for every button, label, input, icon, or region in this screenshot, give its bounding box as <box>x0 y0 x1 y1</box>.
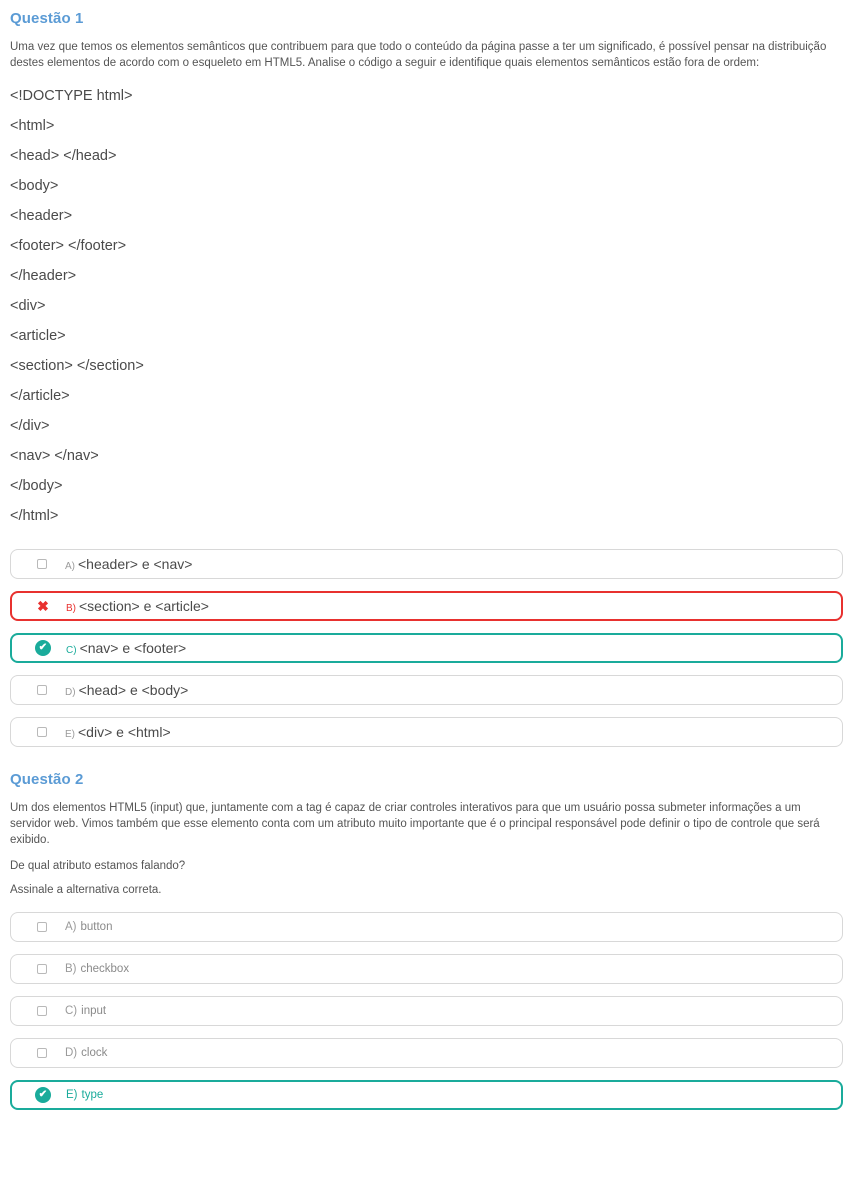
q2-alternative-d-letter: D) <box>65 1047 78 1059</box>
code-line: </div> <box>10 418 50 434</box>
q2-alternative-e-body <box>66 1089 103 1101</box>
alternative-option-a[interactable] <box>10 549 843 579</box>
checkbox-icon <box>37 922 47 932</box>
code-line: <head> </head> <box>10 148 117 164</box>
q2-alternative-option-d[interactable] <box>10 1038 843 1068</box>
alternative-d-body <box>65 682 188 698</box>
alternative-e-body <box>65 724 171 740</box>
q2-alternative-a-body <box>65 921 112 933</box>
code-line: </html> <box>10 508 59 524</box>
question-1-alternatives <box>10 549 843 747</box>
check-icon: ✔ <box>35 640 51 656</box>
question-2-statement: Um dos elementos HTML5 (input) que, juntamente com a tag é capaz de criar controles interativos para que um usuário possa submeter informações a um servidor web. Vimos também que esse elemento conta com um atributo muito importante que é o principal responsável pode definir o tipo de controle que será exibido. <box>10 802 820 846</box>
checkbox-a[interactable] <box>19 922 65 932</box>
checkbox-icon <box>37 685 47 695</box>
alternative-c-text: <nav> e <footer> <box>79 640 187 656</box>
checkbox-b[interactable] <box>19 964 65 974</box>
correct-marker-c <box>20 640 66 656</box>
alternative-c-letter: C) <box>66 645 77 656</box>
alternative-b-letter: B) <box>66 603 76 614</box>
correct-marker-e <box>20 1087 66 1103</box>
question-2-subquestion: De qual atributo estamos falando? <box>10 860 186 872</box>
code-line: <footer> </footer> <box>10 238 127 254</box>
q2-alternative-e-text: type <box>81 1089 104 1101</box>
question-1-code-block <box>10 81 843 531</box>
q2-alternative-option-e[interactable] <box>10 1080 843 1110</box>
q2-alternative-d-text: clock <box>81 1047 108 1059</box>
checkbox-d[interactable] <box>19 1048 65 1058</box>
alternative-d-letter: D) <box>65 687 76 698</box>
alternative-option-c[interactable] <box>10 633 843 663</box>
checkbox-icon <box>37 559 47 569</box>
code-line: <div> <box>10 298 46 314</box>
q2-alternative-option-a[interactable] <box>10 912 843 942</box>
checkbox-icon <box>37 964 47 974</box>
alternative-d-text: <head> e <body> <box>78 682 189 698</box>
question-1-title: Questão 1 <box>10 10 84 27</box>
checkbox-a[interactable] <box>19 559 65 569</box>
quiz-page <box>0 10 851 1110</box>
q2-alternative-e-letter: E) <box>66 1089 78 1101</box>
checkbox-c[interactable] <box>19 1006 65 1016</box>
q2-alternative-b-text: checkbox <box>80 963 130 975</box>
q2-alternative-c-letter: C) <box>65 1005 78 1017</box>
question-2-title: Questão 2 <box>10 771 84 788</box>
q2-alternative-b-body <box>65 963 129 975</box>
code-line: <header> <box>10 208 73 224</box>
q2-alternative-c-text: input <box>81 1005 107 1017</box>
alternative-b-text: <section> e <article> <box>79 598 209 614</box>
alternative-c-body <box>66 640 186 656</box>
code-line: </article> <box>10 388 70 404</box>
q2-alternative-b-letter: B) <box>65 963 77 975</box>
alternative-e-text: <div> e <html> <box>78 724 171 740</box>
alternative-option-e[interactable] <box>10 717 843 747</box>
question-2-instruction: Assinale a alternativa correta. <box>10 884 162 896</box>
question-1-statement: Uma vez que temos os elementos semânticos que contribuem para que todo o conteúdo da página passe a ter um significado, é possível pensar na distribuição destes elementos de acordo com o esqueleto em HTML5. Analise o código a seguir e identifique quais elementos semânticos estão fora de ordem: <box>10 41 827 69</box>
code-line: </body> <box>10 478 63 494</box>
question-2-alternatives <box>10 912 843 1110</box>
alternative-option-b[interactable] <box>10 591 843 621</box>
alternative-option-d[interactable] <box>10 675 843 705</box>
alternative-a-letter: A) <box>65 561 75 572</box>
q2-alternative-c-body <box>65 1005 106 1017</box>
code-line: <nav> </nav> <box>10 448 99 464</box>
q2-alternative-option-b[interactable] <box>10 954 843 984</box>
q2-alternative-option-c[interactable] <box>10 996 843 1026</box>
alternative-a-body <box>65 556 192 572</box>
checkbox-icon <box>37 727 47 737</box>
code-line: <html> <box>10 118 55 134</box>
question-2 <box>10 771 843 1110</box>
question-1 <box>10 10 843 747</box>
q2-alternative-a-letter: A) <box>65 921 77 933</box>
alternative-e-letter: E) <box>65 729 75 740</box>
alternative-b-body <box>66 598 209 614</box>
checkbox-e[interactable] <box>19 727 65 737</box>
alternative-a-text: <header> e <nav> <box>78 556 193 572</box>
cross-icon: ✖ <box>37 598 49 614</box>
code-line: </header> <box>10 268 77 284</box>
q2-alternative-d-body <box>65 1047 107 1059</box>
check-icon: ✔ <box>35 1087 51 1103</box>
code-line: <section> </section> <box>10 358 144 374</box>
q2-alternative-a-text: button <box>80 921 113 933</box>
code-line: <body> <box>10 178 59 194</box>
code-line: <!DOCTYPE html> <box>10 88 133 104</box>
wrong-marker-b <box>20 598 66 614</box>
checkbox-d[interactable] <box>19 685 65 695</box>
checkbox-icon <box>37 1048 47 1058</box>
code-line: <article> <box>10 328 66 344</box>
checkbox-icon <box>37 1006 47 1016</box>
